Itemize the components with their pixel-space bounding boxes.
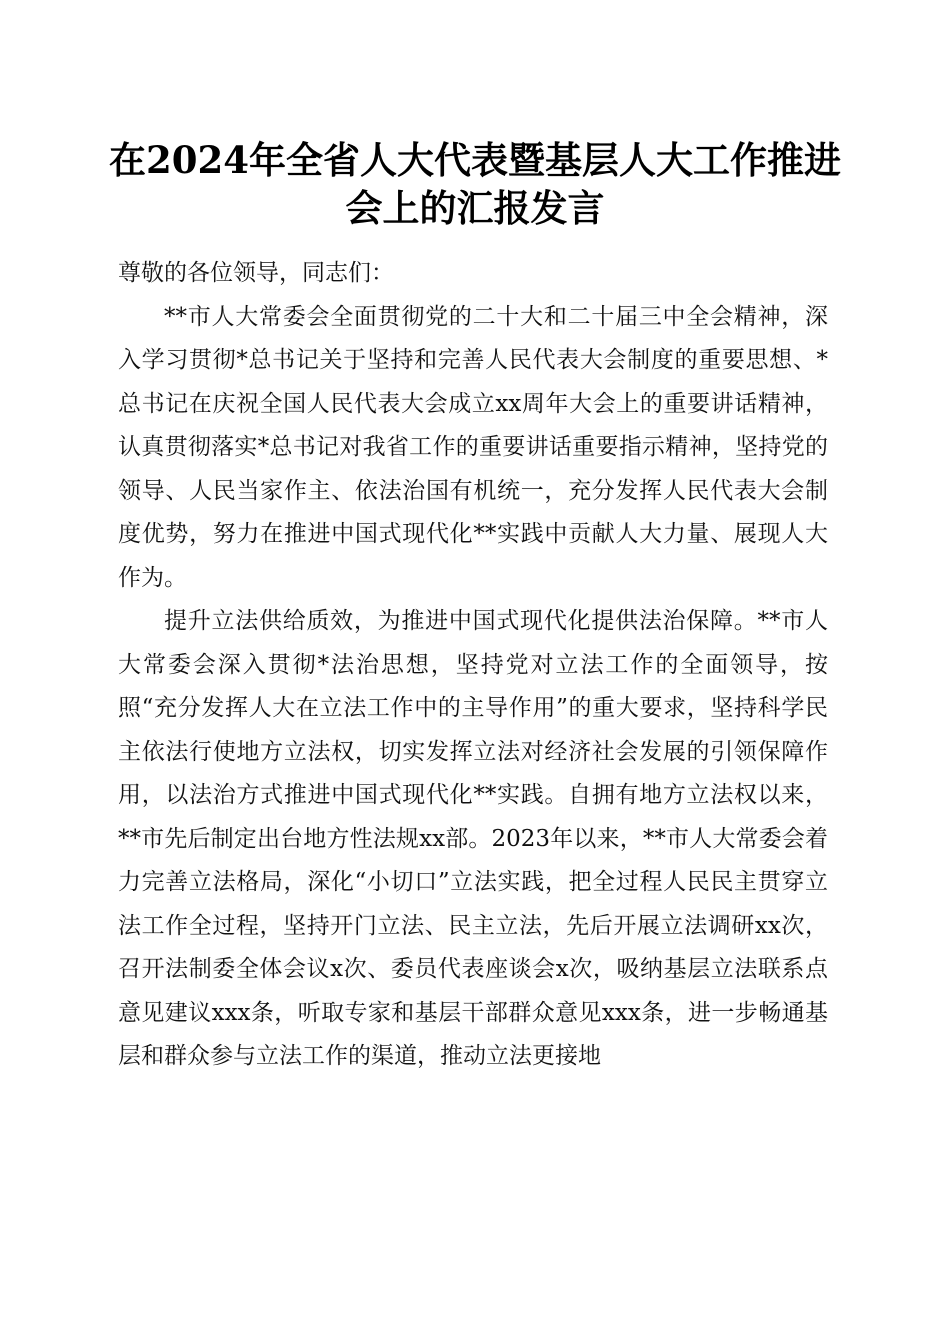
document-body xyxy=(118,252,828,1079)
document-title: 在2024年全省人大代表暨基层人大工作推进会上的汇报发言 xyxy=(109,138,841,230)
paragraph-legislation: 提升立法供给质效，为推进中国式现代化提供法治保障。**市人大常委会深入贯彻*法治思想，坚持党对立法工作的全面领导，按照“充分发挥人大在立法工作中的主导作用”的重大要求，坚持科学民主依法行使地方立法权，切实发挥立法对经济社会发展的引领保障作用，以法治方式推进中国式现代化**实践。自拥有地方立法权以来，**市先后制定出台地方性法规xx部。2023年以来，**市人大常委会着力完善立法格局，深化“小切口”立法实践，把全过程人民民主贯穿立法工作全过程，坚持开门立法、民主立法，先后开展立法调研xx次，召开法制委全体会议x次、委员代表座谈会x次，吸纳基层立法联系点意见建议xxx条，听取专家和基层干部群众意见xxx条，进一步畅通基层和群众参与立法工作的渠道，推动立法更接地 xyxy=(118,608,828,1069)
salutation: 尊敬的各位领导，同志们： xyxy=(118,260,394,286)
paragraph-intro: **市人大常委会全面贯彻党的二十大和二十届三中全会精神，深入学习贯彻*总书记关于坚持和完善人民代表大会制度的重要思想、*总书记在庆祝全国人民代表大会成立xx周年大会上的重要讲话精神，认真贯彻落实*总书记对我省工作的重要讲话重要指示精神，坚持党的领导、人民当家作主、依法治国有机统一，充分发挥人民代表大会制度优势，努力在推进中国式现代化**实践中贡献人大力量、展现人大作为。 xyxy=(118,303,828,591)
